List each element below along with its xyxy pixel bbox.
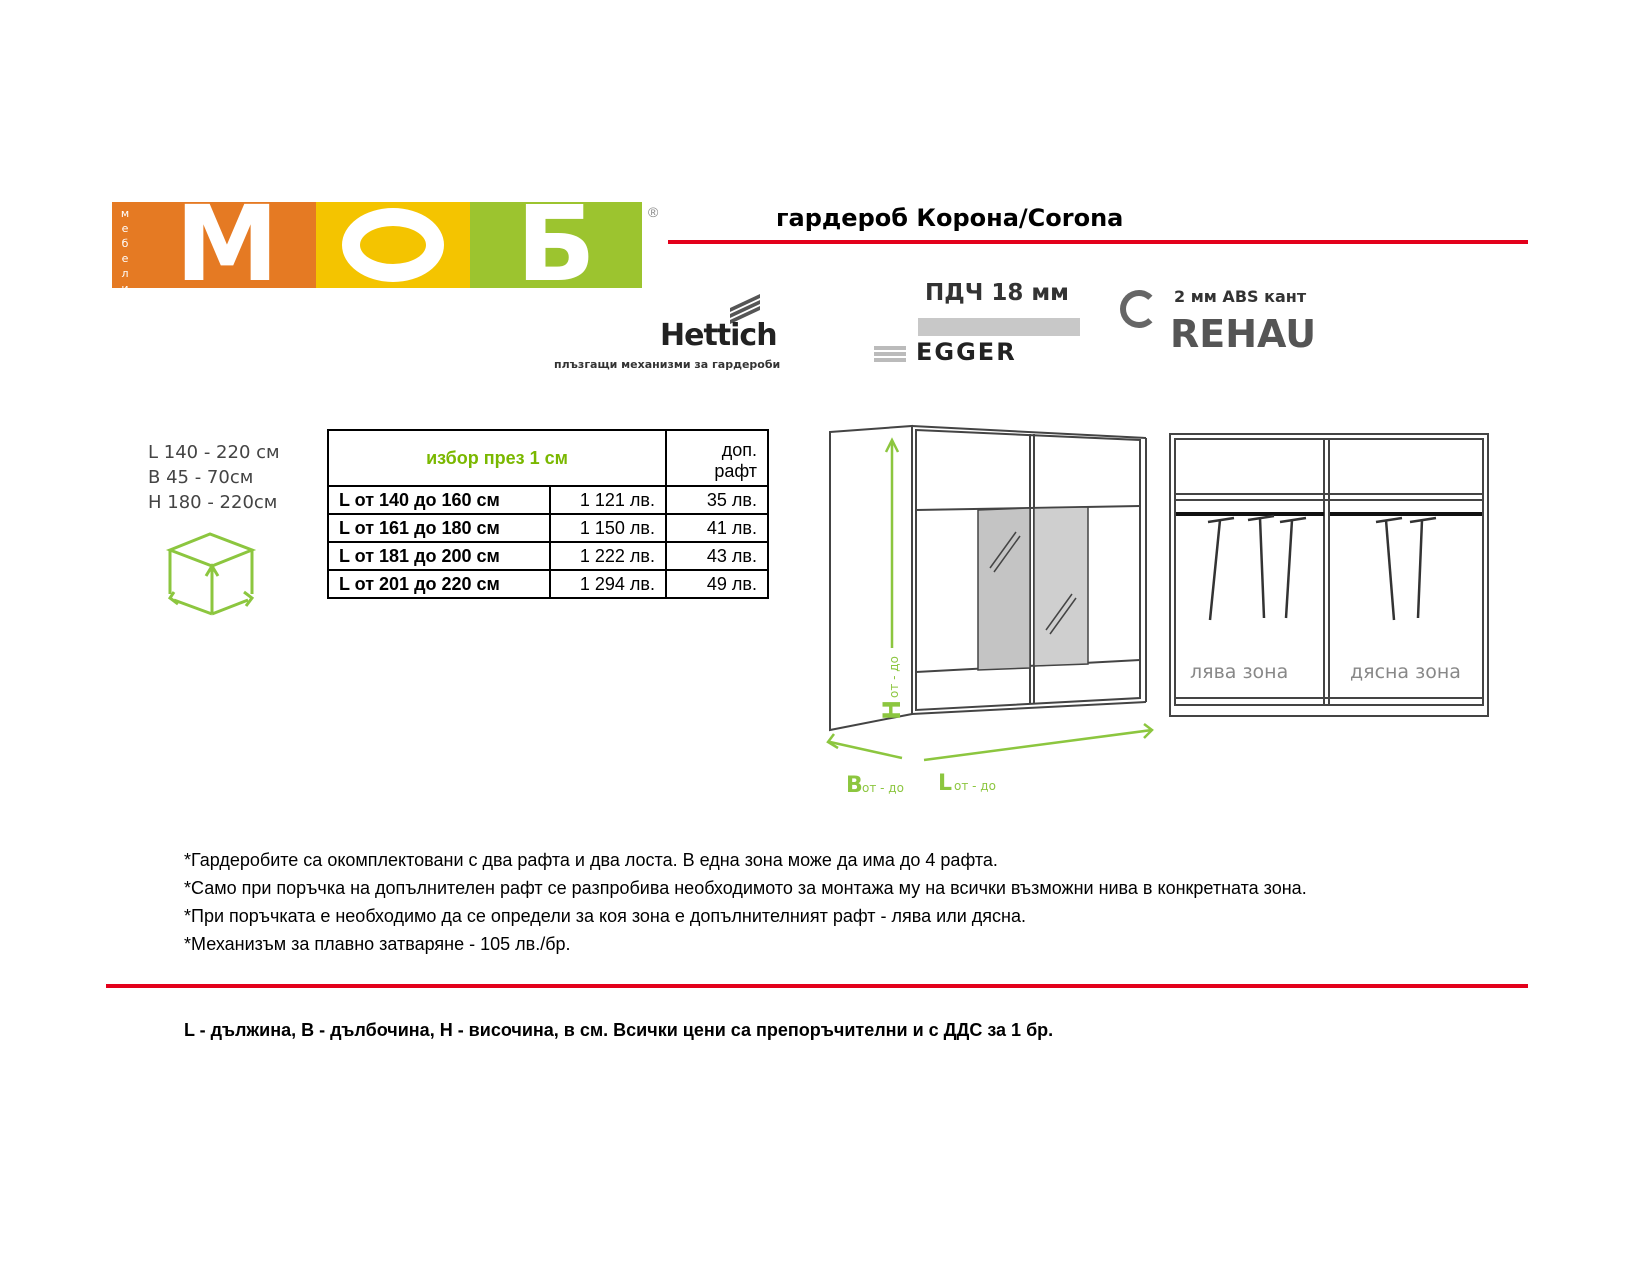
right-zone-label: дясна зона [1350, 661, 1461, 683]
row-label: L от 140 до 160 см [328, 486, 550, 514]
length-label: L [938, 771, 953, 796]
depth-label: B [846, 773, 863, 798]
dimension-cube-icon [160, 528, 260, 620]
hettich-subtitle: плъзгащи механизми за гардероби [554, 358, 781, 371]
length-range: от - до [954, 779, 996, 793]
note-2: *Само при поръчка на допълнителен рафт се разпробива необходимото за монтажа му на всички възможни нива в конкретната зона. [184, 878, 1307, 898]
dimension-length: L 140 - 220 см [148, 442, 280, 463]
price-table [327, 429, 769, 599]
row-extra: 35 лв. [666, 486, 768, 514]
note-3: *При поръчката е необходимо да се определи за коя зона е допълнителният рафт - лява или дясна. [184, 906, 1026, 926]
mob-logo [112, 183, 642, 305]
table-row [328, 570, 768, 598]
egger-bar [918, 318, 1080, 336]
note-1: *Гардеробите са окомплектовани с два рафта и два лоста. В една зона може да има до 4 рафта. [184, 850, 998, 870]
height-label: H [878, 699, 906, 720]
material-label: ПДЧ 18 мм [925, 280, 1069, 306]
logo-letter-b: Б [516, 183, 596, 305]
row-price: 1 294 лв. [550, 570, 666, 598]
rehau-ring-icon [1120, 290, 1158, 328]
dimension-depth: В 45 - 70см [148, 467, 254, 488]
row-extra: 49 лв. [666, 570, 768, 598]
egger-e-icon [874, 346, 906, 362]
note-4: *Механизъм за плавно затваряне - 105 лв./бр. [184, 934, 571, 954]
height-range: от - до [887, 656, 901, 698]
logo-side-text: м е б е л и [120, 207, 130, 295]
logo-letter-m: М [175, 183, 279, 305]
logo-block-m [138, 183, 316, 305]
table-row [328, 514, 768, 542]
registered-mark: ® [648, 204, 659, 220]
row-label: L от 161 до 180 см [328, 514, 550, 542]
wardrobe-exterior-drawing [820, 420, 1160, 800]
logo-side-strip [112, 202, 138, 295]
row-price: 1 121 лв. [550, 486, 666, 514]
table-row [328, 542, 768, 570]
table-row [328, 486, 768, 514]
rehau-logo: REHAU [1170, 312, 1317, 356]
edge-label: 2 мм ABS кант [1174, 287, 1307, 306]
title-underline [668, 240, 1528, 244]
egger-logo: EGGER [916, 338, 1017, 366]
depth-range: от - до [862, 781, 904, 795]
footer-divider [106, 984, 1528, 988]
dimension-height: H 180 - 220см [148, 492, 278, 513]
footer-legend: L - дължина, В - дълбочина, Н - височина, в см. Всички цени са препоръчителни и с ДДС за 1 бр. [184, 1020, 1054, 1040]
row-price: 1 150 лв. [550, 514, 666, 542]
row-extra: 43 лв. [666, 542, 768, 570]
hettich-logo: Hettich [660, 318, 777, 353]
header-extra-shelf: доп. рафт [666, 430, 768, 486]
row-extra: 41 лв. [666, 514, 768, 542]
logo-block-o [316, 202, 470, 288]
left-zone-label: лява зона [1190, 661, 1289, 683]
page-title: гардероб Корона/Corona [776, 204, 1124, 232]
wardrobe-interior-drawing [1168, 432, 1492, 732]
row-label: L от 201 до 220 см [328, 570, 550, 598]
header-choice: избор през 1 см [328, 430, 666, 486]
row-label: L от 181 до 200 см [328, 542, 550, 570]
logo-block-b [470, 183, 642, 305]
row-price: 1 222 лв. [550, 542, 666, 570]
